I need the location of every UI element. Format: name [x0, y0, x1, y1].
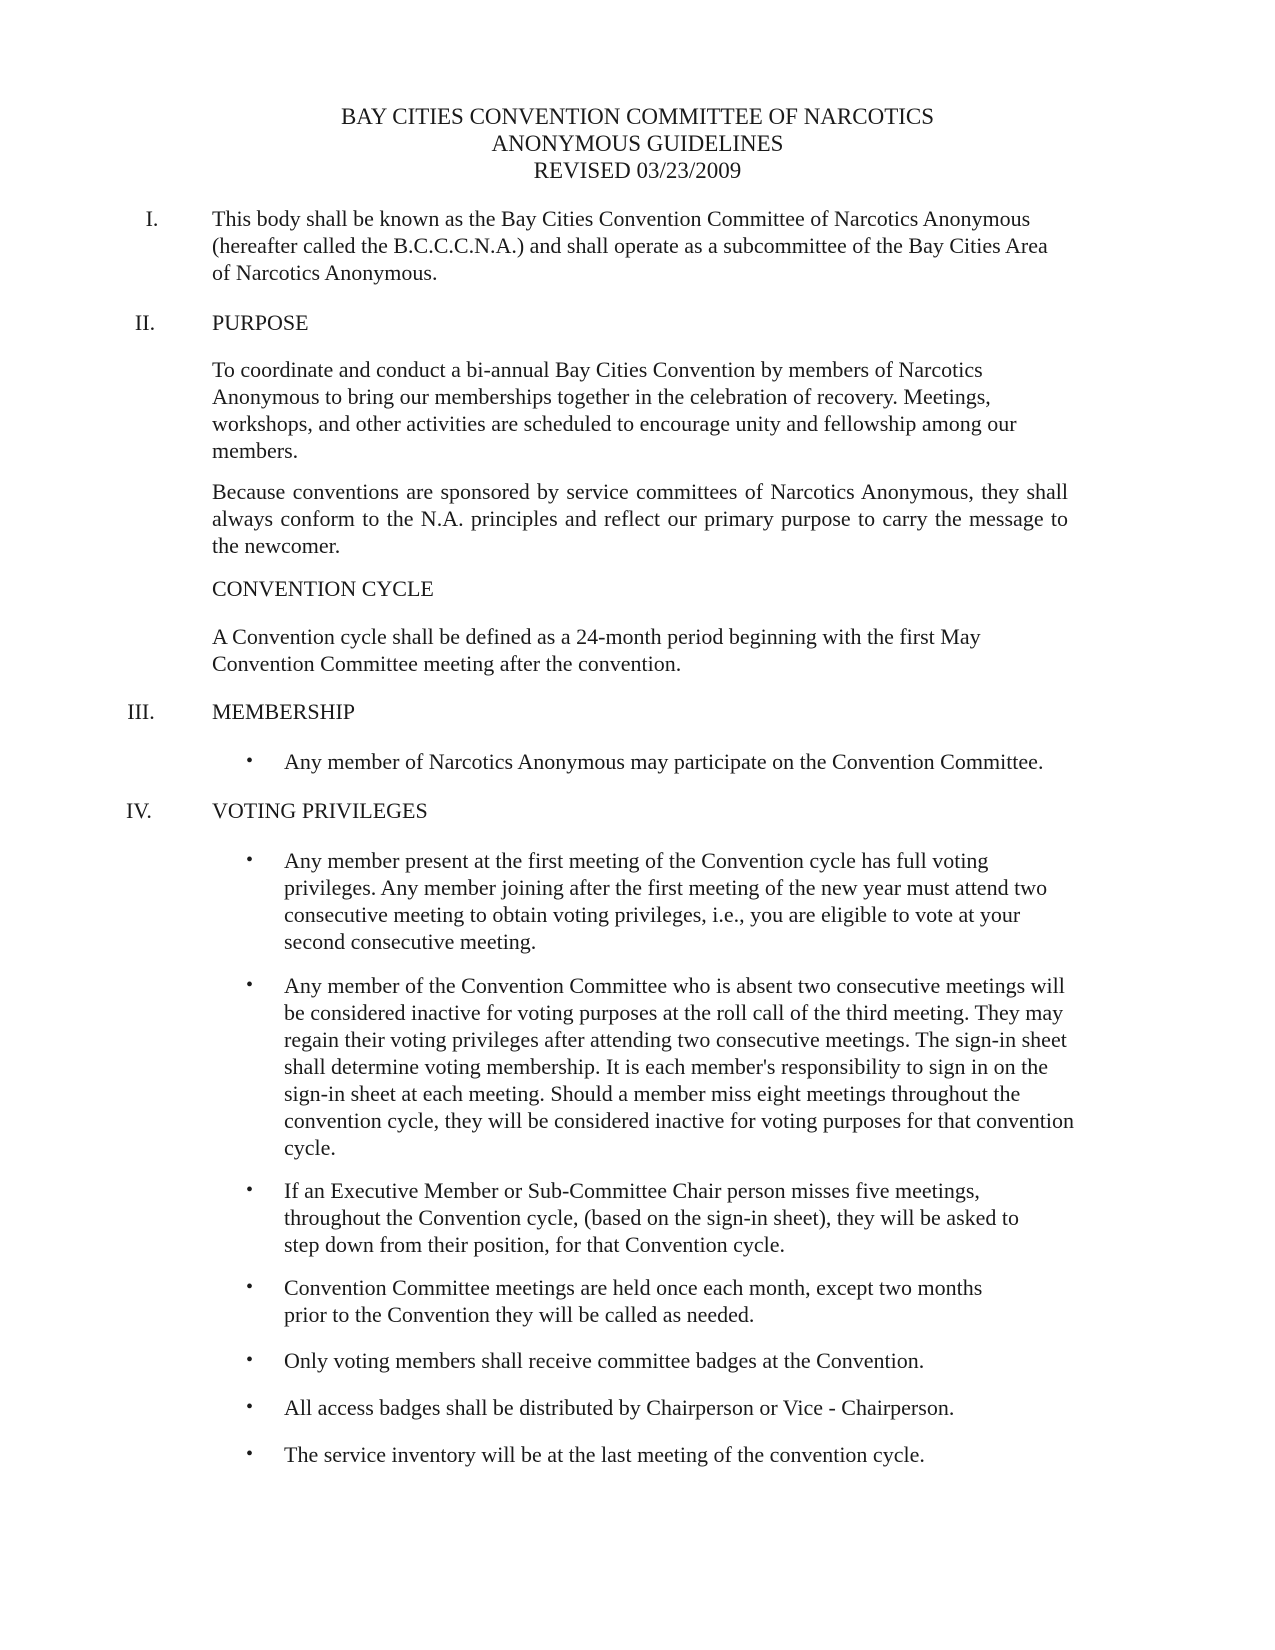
- voting-bullet-5: Only voting members shall receive committee badges at the Convention.: [284, 1348, 925, 1373]
- membership-bullet-dot-1: •: [246, 750, 254, 772]
- section-3-heading: MEMBERSHIP: [212, 699, 356, 724]
- voting-bullet-dot-1: •: [246, 849, 254, 871]
- voting-bullet-1: Any member present at the first meeting of the Convention cycle has full voting privileges. Any member joining after the first meeting of the new year must attend two consecutive meeting to obtain voting privileges, i.e., you are eligible to vote at your second consecutive meeting.: [284, 848, 1048, 954]
- section-2-numeral: II.: [134, 310, 156, 335]
- voting-bullet-3: If an Executive Member or Sub-Committee Chair person misses five meetings, throughout the Convention cycle, (based on the sign-in sheet), they will be asked to step down from their position, for that Convention cycle.: [284, 1178, 1020, 1257]
- section-1-numeral: I.: [145, 206, 159, 231]
- voting-bullet-dot-6: •: [246, 1396, 254, 1418]
- section-4-heading: VOTING PRIVILEGES: [212, 798, 428, 823]
- document-title-line-2: ANONYMOUS GUIDELINES: [491, 131, 784, 156]
- document-title-line-3: REVISED 03/23/2009: [533, 158, 742, 183]
- section-4-numeral: IV.: [126, 798, 152, 823]
- convention-cycle-heading: CONVENTION CYCLE: [212, 576, 434, 601]
- voting-bullet-2: Any member of the Convention Committee who is absent two consecutive meetings will be considered inactive for voting purposes at the roll call of the third meeting. They may regain their voting privileges after attending two consecutive meetings. The sign-in sheet shall determine voting membership. It is each member's responsibility to sign in on the sign-in sheet at each meeting. Should a member miss eight meetings throughout the convention cycle, they will be considered inactive for voting purposes for that convention cycle.: [284, 973, 1074, 1160]
- purpose-paragraph-1: To coordinate and conduct a bi-annual Bay Cities Convention by members of Narcotics Anonymous to bring our memberships together in the celebration of recovery. Meetings, workshops, and other activities are scheduled to encourage unity and fellowship among our members.: [212, 357, 1017, 463]
- voting-bullet-7: The service inventory will be at the last meeting of the convention cycle.: [284, 1442, 925, 1467]
- voting-bullet-dot-4: •: [246, 1276, 254, 1298]
- voting-bullet-6: All access badges shall be distributed by Chairperson or Vice - Chairperson.: [284, 1395, 955, 1420]
- voting-bullet-dot-7: •: [246, 1443, 254, 1465]
- section-3-numeral: III.: [127, 699, 155, 724]
- voting-bullet-dot-3: •: [246, 1179, 254, 1201]
- section-1-text: This body shall be known as the Bay Cities Convention Committee of Narcotics Anonymous (hereafter called the B.C.C.C.N.A.) and shall operate as a subcommittee of the Bay Cities Area of Narcotics Anonymous.: [212, 206, 1048, 285]
- section-2-heading: PURPOSE: [212, 310, 309, 335]
- membership-bullet-1: Any member of Narcotics Anonymous may participate on the Convention Committee.: [284, 749, 1044, 774]
- convention-cycle-paragraph: A Convention cycle shall be defined as a 24-month period beginning with the first May Convention Committee meeting after the convention.: [212, 624, 981, 676]
- voting-bullet-dot-5: •: [246, 1349, 254, 1371]
- purpose-paragraph-2: Because conventions are sponsored by service committees of Narcotics Anonymous, they shall always conform to the N.A. principles and reflect our primary purpose to carry the message to the newcomer.: [212, 479, 1068, 558]
- document-title-line-1: BAY CITIES CONVENTION COMMITTEE OF NARCOTICS: [340, 104, 935, 129]
- voting-bullet-dot-2: •: [246, 974, 254, 996]
- voting-bullet-4: Convention Committee meetings are held once each month, except two months prior to the Convention they will be called as needed.: [284, 1275, 983, 1327]
